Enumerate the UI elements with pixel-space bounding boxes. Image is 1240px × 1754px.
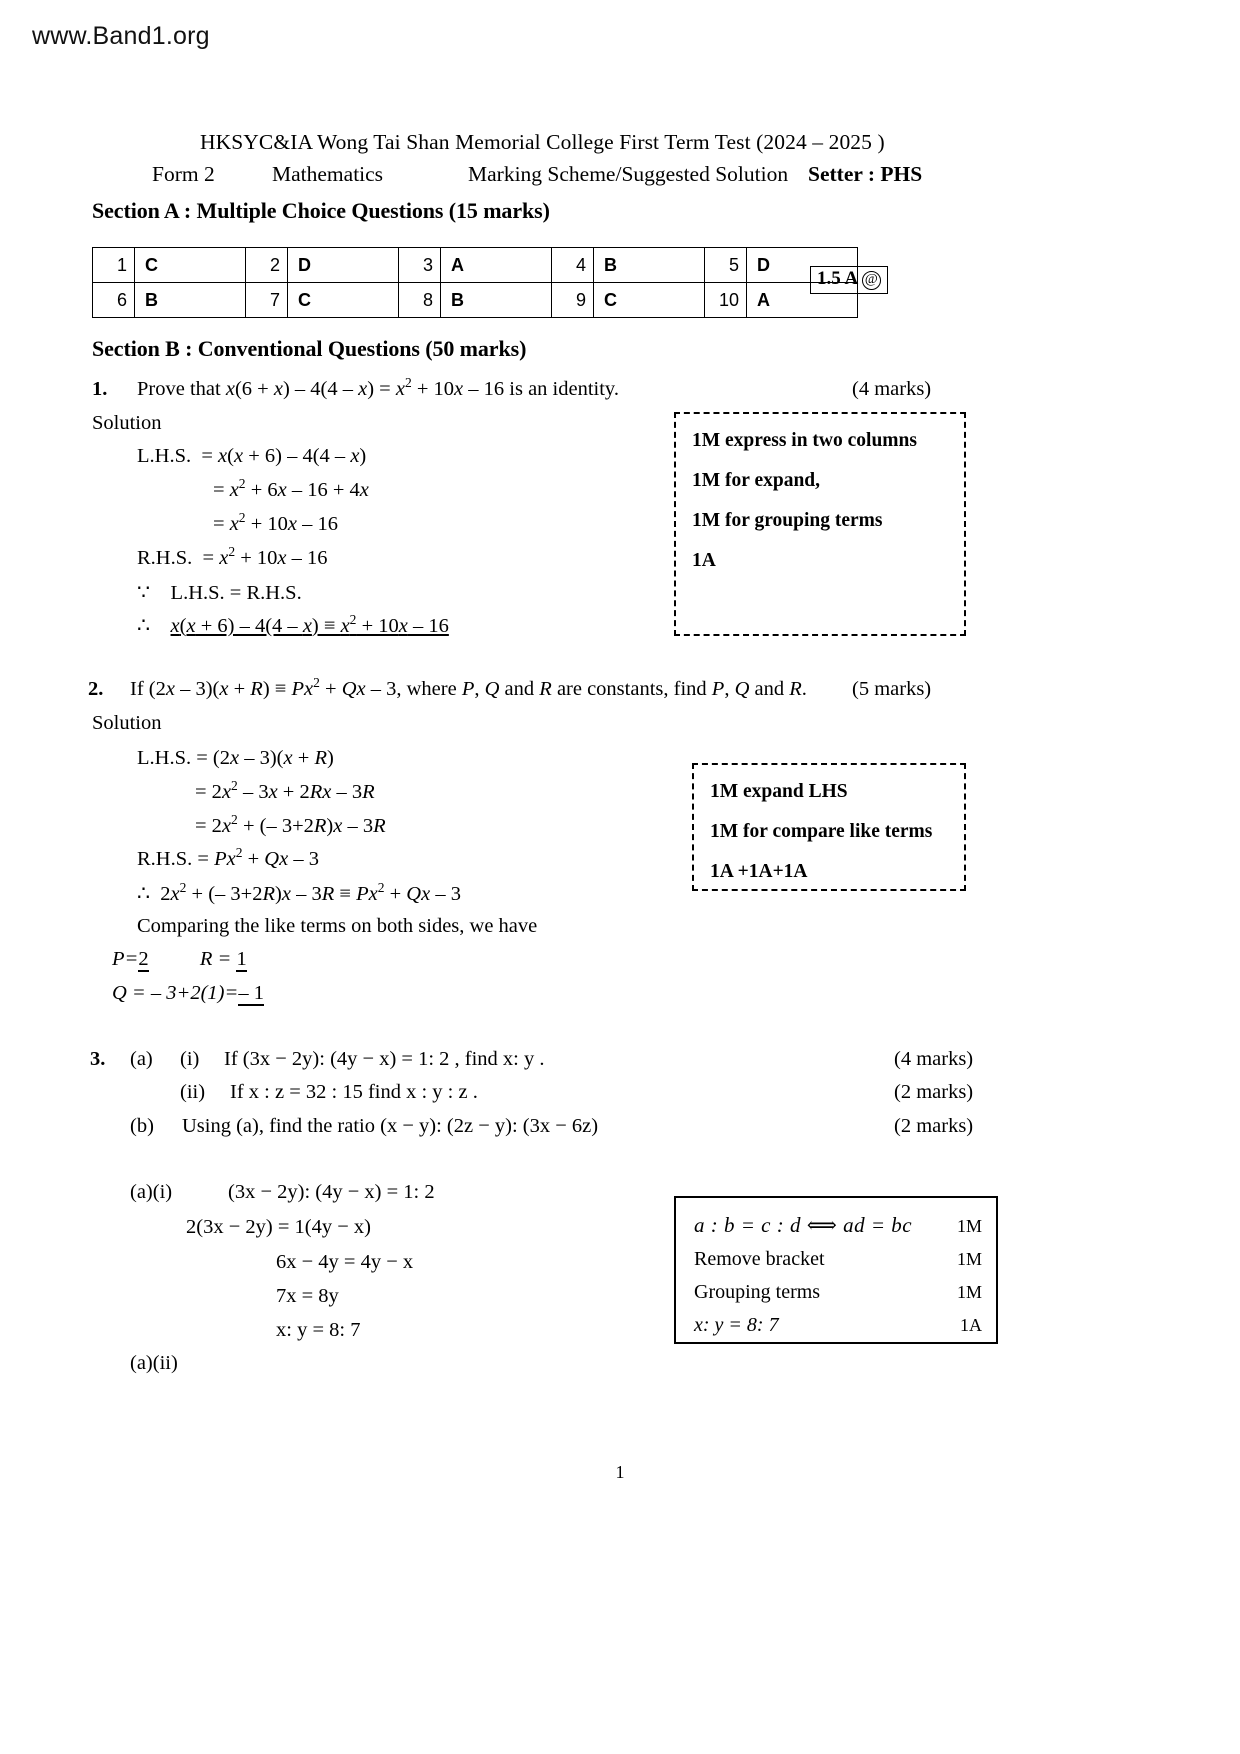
mc-answer: C — [135, 248, 246, 283]
q3-marking-text: x: y = 8: 7 — [694, 1314, 779, 1336]
q2-line-4: R.H.S. = $Px^2 + Qx - 3$ — [137, 845, 319, 870]
q1-marking-item: 1M for expand, — [692, 470, 821, 491]
mc-question-number: 1 — [93, 248, 135, 283]
page-number: 1 — [615, 1462, 625, 1482]
q3-a-i-label: (i) — [180, 1048, 200, 1070]
q2-marking-box — [692, 763, 966, 891]
q2-r-label: R = — [199, 948, 232, 970]
mc-answer-table — [92, 247, 858, 318]
q3-marking-text: Grouping terms — [694, 1281, 821, 1303]
mc-answer: B — [135, 283, 246, 318]
setter-label: Setter : PHS — [808, 162, 923, 186]
q3-sol-a-i-line-2: 2(3x − 2y) = 1(4y − x) — [186, 1216, 371, 1238]
mc-question-number: 8 — [399, 283, 441, 318]
mc-mark-value: 1.5 A — [817, 268, 858, 289]
q3-marking-row — [676, 1208, 996, 1243]
exam-subheader — [90, 162, 1150, 187]
mc-answer: D — [747, 248, 858, 283]
q1-marking-item: 1M for grouping terms — [692, 510, 883, 531]
q2-q-value-line — [112, 982, 264, 1005]
q3-marking-text: Remove bracket — [694, 1248, 825, 1270]
q2-line-1: L.H.S. = (2x – 3)(x + R) — [137, 747, 334, 769]
q1-number: 1. — [92, 378, 108, 400]
section-a-heading: Section A : Multiple Choice Questions (15 marks) — [92, 198, 550, 223]
q2-marking-item: 1M expand LHS — [710, 781, 848, 802]
q3-sol-a-ii-label: (a)(ii) — [130, 1352, 178, 1374]
q2-number: 2. — [88, 678, 104, 700]
q1-marks: (4 marks) — [852, 378, 932, 400]
q1-solution-label: Solution — [92, 412, 162, 434]
q2-marks: (5 marks) — [852, 678, 932, 700]
exam-header — [90, 130, 1150, 187]
q1-line-1: L.H.S. = x(x + 6) – 4(4 – x) — [137, 445, 367, 467]
q2-p-value: 2 — [138, 948, 149, 970]
q2-p-value-line — [112, 948, 247, 971]
mc-question-number: 3 — [399, 248, 441, 283]
q2-compare-text: Comparing the like terms on both sides, we have — [137, 915, 538, 937]
q3-marking-mark: 1M — [956, 1282, 982, 1302]
q2-line-3: = $2x^2$ + (– 3+2R)x – 3R — [195, 812, 386, 837]
q1-line-3: = $x^2 + 10x - 16$ — [213, 510, 338, 535]
q3-sol-a-i-line-5: x: y = 8: 7 — [276, 1319, 361, 1341]
q3-a-ii-marks: (2 marks) — [894, 1081, 974, 1103]
q2-marking-item: 1M for compare like terms — [710, 821, 933, 842]
q3-marking-box — [674, 1196, 998, 1344]
subject-label: Mathematics — [272, 162, 384, 186]
mc-question-number: 10 — [705, 283, 747, 318]
q3-marking-mark: 1M — [956, 1216, 982, 1236]
mc-question-number: 9 — [552, 283, 594, 318]
q3-part-a-label: (a) — [130, 1048, 153, 1070]
q3-b-statement: Using (a), find the ratio (x − y): (2z − y): (3x − 6z) — [182, 1115, 599, 1137]
q2-solution-label: Solution — [92, 712, 162, 734]
mc-answer: B — [441, 283, 552, 318]
q1-marking-box — [674, 412, 966, 636]
document-type-label: Marking Scheme/Suggested Solution — [468, 162, 789, 186]
mc-answer: D — [288, 248, 399, 283]
q1-line-2: = $x^2 + 6x - 16 + 4x$ — [213, 476, 369, 501]
q3-marking-row — [676, 1276, 996, 1309]
q1-statement: Prove that $x(6 + x) - 4(4 - x) = x^2 + 10x - 16$ is an identity. — [137, 375, 619, 400]
q1-marking-item: 1A — [692, 550, 716, 571]
mc-question-number: 4 — [552, 248, 594, 283]
q2-q-expression: Q = – 3+2(1)= — [112, 982, 239, 1004]
q2-line-5: ∴ $2x^2$ + (– $3+2R)x - 3R \equiv Px^2 + Qx - 3$ — [137, 880, 461, 905]
mc-question-number: 5 — [705, 248, 747, 283]
q3-marking-text: a : b = c : d ⟺ ad = bc — [694, 1213, 913, 1237]
q3-a-i-marks: (4 marks) — [894, 1048, 974, 1070]
q3-marking-row — [676, 1309, 996, 1342]
q3-sol-a-i-line-4: 7x = 8y — [276, 1285, 339, 1307]
q2-line-2: = $2x^2 - 3x + 2Rx - 3R$ — [195, 778, 375, 803]
q3-a-ii-label: (ii) — [180, 1081, 206, 1103]
site-url-watermark: www.Band1.org — [32, 22, 210, 50]
mc-mark-badge — [810, 266, 888, 294]
exam-title: HKSYC&IA Wong Tai Shan Memorial College First Term Test (2024 – 2025 ) — [200, 130, 885, 154]
q2-marking-item: 1A +1A+1A — [710, 861, 808, 882]
q3-number: 3. — [90, 1048, 106, 1070]
q3-marking-mark: 1M — [956, 1249, 982, 1269]
at-symbol-icon: @ — [862, 271, 881, 290]
mc-answer: A — [441, 248, 552, 283]
mc-answer: A — [747, 283, 858, 318]
q3-sol-a-i-line-3: 6x − 4y = 4y − x — [276, 1251, 414, 1273]
q1-line-6: ∴ $x(x + 6) - 4(4 - x) \equiv x^2 + 10x - 16$ — [137, 612, 449, 637]
q1-marking-item: 1M express in two columns — [692, 430, 917, 451]
mc-answer: C — [594, 283, 705, 318]
q3-marking-mark: 1A — [960, 1315, 982, 1335]
q2-q-value: – 1 — [238, 982, 264, 1004]
q3-a-ii-statement: If x : z = 32 : 15 find x : y : z . — [230, 1081, 478, 1103]
q3-sol-a-i-label: (a)(i) — [130, 1181, 173, 1203]
mc-question-number: 7 — [246, 283, 288, 318]
mc-question-number: 2 — [246, 248, 288, 283]
table-row — [93, 283, 858, 318]
mc-answer: C — [288, 283, 399, 318]
q3-part-b-label: (b) — [130, 1115, 154, 1137]
table-row — [93, 248, 858, 283]
q2-statement: If $(2x - 3)(x + R) \equiv Px^2 + Qx - 3$, where P, Q and R are constants, find P, Q and R. — [130, 675, 807, 700]
q3-a-i-statement: If (3x − 2y): (4y − x) = 1: 2 , find x: y . — [224, 1048, 545, 1070]
mc-answer: B — [594, 248, 705, 283]
q2-r-value: 1 — [236, 948, 247, 970]
section-b-heading: Section B : Conventional Questions (50 marks) — [92, 336, 527, 361]
q1-line-5: ∵ L.H.S. = R.H.S. — [137, 582, 302, 604]
q3-b-marks: (2 marks) — [894, 1115, 974, 1137]
q2-p-label: P= — [112, 948, 139, 970]
q3-marking-row — [676, 1243, 996, 1276]
q1-line-4: R.H.S. = $x^2 + 10x - 16$ — [137, 544, 328, 569]
mc-question-number: 6 — [93, 283, 135, 318]
form-label: Form 2 — [152, 162, 215, 186]
q3-sol-a-i-line-1: (3x − 2y): (4y − x) = 1: 2 — [228, 1181, 435, 1203]
